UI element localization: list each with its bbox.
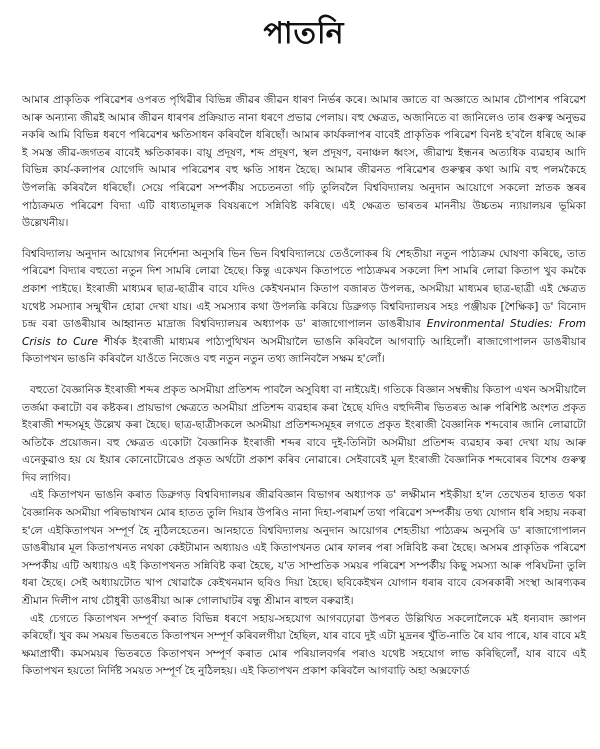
book-title-italic: Environmental Studies: From Crisis to Cure (22, 318, 586, 348)
paragraph-2-text-after: শীৰ্ষক ইংৰাজী মাধ্যমৰ পাঠ্যপুথিখন অসমীয়ালৈ ভাঙনি কৰিবলৈ আগবাঢ়ি আহিলোঁ। ৰাজাগোপালন ডাঙৰীয়াৰ কিতাপখন ভাঙনি কৰিবলৈ যাওঁতে নিজেও বহু নতুন নতুন তথ্য জানিবলৈ সক্ষম হ'লোঁ। (22, 335, 586, 366)
paragraph-2 (22, 246, 586, 369)
paragraph-3: বহুতো বৈজ্ঞানিক ইংৰাজী শব্দৰ প্ৰকৃত অসমীয়া প্ৰতিশব্দ পাবলৈ অসুবিধা বা নাইয়েই। গতিকে বিজ্ঞান সম্বন্ধীয় কিতাপ এখন অসমীয়ালৈ তৰ্জমা কৰাটো বৰ কষ্টকৰ। প্ৰায়ভাগ ক্ষেত্ৰতে অসমীয়া প্ৰতিশব্দ ব্যৱহাৰ কৰা হৈছে যদিও বহুদিনীৰ ভিতৰত আৰু পৰিশিষ্ট অংশত প্ৰকৃত ইংৰাজী শব্দসমূহ উল্লেখ কৰা হৈছে। ছাত্ৰ-ছাত্ৰীসকলে অসমীয়া প্ৰতিশব্দসমূহৰ লগতে প্ৰকৃত ইংৰাজী বৈজ্ঞানিক শব্দবোৰ জানি লোৱাটো অতিকৈ প্ৰয়োজন। বহু ক্ষেত্ৰত একোটা বৈজ্ঞানিক ইংৰাজী শব্দৰ বাবে দুই-তিনিটা অসমীয়া প্ৰতিশব্দ ব্যৱহাৰ কৰা দেখা যায় আৰু এনেকুৱাও হয় যে ইয়াৰ কোনোটোৱেও প্ৰকৃত অৰ্থটো প্ৰকাশ কৰিব নোৱাৰে। সেইবাবেই মূল ইংৰাজী বৈজ্ঞানিক শব্দবোৰৰ বিশেষ গুৰুত্ব দিব লাগিব। (22, 383, 586, 484)
paragraph-1: আমাৰ প্ৰাকৃতিক পৰিৱেশৰ ওপৰত পৃথিৱীৰ বিভিন্ন জীৱৰ জীৱন ধাৰণ নিৰ্ভৰ কৰে। আমাৰ জ্ঞাতে বা অজ্ঞাতে আমাৰ চৌপাশৰ পৰিৱেশ আৰু অন্যান্য জীৱই আমাৰ জীৱন ধাৰণৰ প্ৰক্ৰিয়াত নানা ধৰণে প্ৰভাৱ পেলায়। বহু ক্ষেত্ৰত, অজানিতে বা জানিলেও তাৰ গুৰুত্ব অনুভৱ নকৰি আমি বিভিন্ন ধৰণে পৰিৱেশৰ ক্ষতিসাধন কৰিবলৈ ধৰিছোঁ। আমাৰ কাৰ্যকলাপৰ বাবেই প্ৰাকৃতিক পৰিৱেশ বিনষ্ট হ'বলৈ ধৰিছে আৰু ই সমস্ত জীৱ-জগতৰ বাবেই ক্ষতিকাৰক। বায়ু প্ৰদূষণ, শব্দ প্ৰদূষণ, স্থল প্ৰদূষণ, বনাঞ্চল ধ্বংস, জীৱাশ্ম ইন্ধনৰ অত্যধিক ব্যৱহাৰ আদি বিভিন্ন কাৰ্য-কলাপৰ যোগেদি আমাৰ পৰিৱেশৰ বহু ক্ষতি সাধন হৈছে। আমাৰ জীৱনত পৰিৱেশৰ গুৰুত্বৰ কথা আমি বহু পলমকৈহে উপলব্ধি কৰিবলৈ ধৰিছোঁ। সেয়ে পৰিৱেশ সম্পৰ্কীয় সচেতনতা গঢ়ি তুলিবলৈ বিশ্ববিদ্যালয় অনুদান আয়োগে সকলো স্নাতক স্তৰৰ পাঠ্যক্ৰমত পৰিৱেশ বিদ্যা এটি বাধ্যতামূলক বিষয়ৰূপে সন্নিবিষ্ট কৰিছে। এই ক্ষেত্ৰত ভাৰতৰ মাননীয় উচ্চতম ন্যায়ালয়ৰ ভূমিকা উল্লেখনীয়। (22, 94, 586, 230)
body-text (22, 92, 586, 681)
paragraph-2-text-before: বিশ্ববিদ্যালয় অনুদান আয়োগৰ নিৰ্দেশনা অনুসৰি ভিন ভিন বিশ্ববিদ্যালয়ে তেওঁলোকৰ যি শেহতীয়া নতুন পাঠ্যক্ৰম ঘোষণা কৰিছে, তাত পৰিৱেশ বিদ্যাৰ বহুতো নতুন দিশ সামৰি লোৱা হৈছে। কিন্তু একেখন কিতাপতে পাঠ্যক্ৰমৰ সকলো দিশ সামৰি লোৱা কিতাপ খুব কমকৈ প্ৰকাশ পাইছে। ইংৰাজী মাধ্যমৰ ছাত্ৰ-ছাত্ৰীৰ বাবে যদিও কেইখনমান কিতাপ বজাৰত উপলব্ধ, অসমীয়া মাধ্যমৰ ছাত্ৰ-ছাত্ৰী এই ক্ষেত্ৰত যথেষ্ট সমস্যাৰ সন্মুখীন হোৱা দেখা যায়। এই সমস্যাৰ কথা উপলব্ধি কৰিয়ে ডিব্ৰুগড় বিশ্ববিদ্যালয়ৰ সহঃ পঞ্জীয়ক [শৈক্ষিক] ড' বিনোদ চন্দ্ৰ বৰা ডাঙৰীয়াৰ আহ্বানত মাদ্ৰাজ বিশ্ববিদ্যালয়ৰ অধ্যাপক ড' ৰাজাগোপালন ডাঙৰীয়াৰ (22, 247, 586, 331)
paragraph-4: এই কিতাপখন ভাঙনি কৰাত ডিব্ৰুগড় বিশ্ববিদ্যালয়ৰ জীৱবিজ্ঞান বিভাগৰ অধ্যাপক ড' লক্ষীমান শইকীয়া হ'ল তেখেতৰ হাতত থকা বৈজ্ঞানিক অসমীয়া পৰিভাষাখন মোৰ হাতত তুলি দিয়াৰ উপৰিও নানা দিহা-পৰামৰ্শ তথা পৰিৱেশ সম্পৰ্কীয় তথ্য যোগান ধৰি সহায় নকৰা হ'লে এইকিতাপখন সম্পূৰ্ণ হৈ নুঠিলহেতেন। আনহাতে বিশ্ববিদ্যালয় অনুদান আয়োগৰ শেহতীয়া পাঠ্যক্ৰম অনুসৰি ড' ৰাজাগোপালন ডাঙৰীয়াৰ মূল কিতাপখনত নথকা কেইটামান অধ্যায়ও এই কিতাপখনত মোৰ ফালৰ পৰা সন্নিবিষ্ট কৰা হৈছে। অসমৰ প্ৰাকৃতিক পৰিৱেশ সম্পৰ্কীয় এটি অধ্যায়ও এই কিতাপখনত সন্নিবিষ্ট কৰা হৈছে, য'ত সাম্প্ৰতিক সময়ৰ পৰিৱেশ সম্পৰ্কীয় কিছু সমস্যা আৰু পৰিঘটনা তুলি ধৰা হৈছে। সেই অধ্যায়টোত খাপ খোৱাকৈ কেইখনমান ছবিও দিয়া হৈছে। ছবিকেইখন যোগান ধৰাৰ বাবে বেসৰকাৰী সংস্থা আৰণ্যকৰ শ্ৰীমান দিলীপ নাথ চৌধুৰী ডাঙৰীয়া আৰু গোলাঘাটৰ বন্ধু শ্ৰীমান ৰাহুল বৰুৱাই। (22, 489, 586, 608)
page-title: পাতনি (263, 16, 345, 51)
paragraph-5: এই চেগতে কিতাপখন সম্পূৰ্ণ কৰাত বিভিন্ন ধৰণে সহায়-সহযোগ আগবঢ়োৱা উপৰত উল্লিখিত সকলোলৈকে মই ধন্যবাদ জ্ঞাপন কৰিছোঁ। খুব কম সময়ৰ ভিতৰতে কিতাপখন সম্পূৰ্ণ কৰিবলগীয়া হৈছিল, যাৰ বাবে দুই এটা মুদ্ৰনৰ খুঁতি-নাতি ৰৈ যাব পাৰে, যাৰ বাবে মই ক্ষমাপ্ৰাৰ্থী। কমসময়ৰ ভিতৰতে কিতাপখন সম্পূৰ্ণ কৰাত মোৰ পৰিয়ালবৰ্গৰ পৰাও যথেষ্ট সহযোগ লাভ কৰিছিলোঁ, যাৰ বাবে এই কিতাপখন হয়তো নিৰ্দিষ্ট সময়ত সম্পূৰ্ণ হৈ নুঠিলহয়। এই কিতাপখন প্ৰকাশ কৰিবলৈ আগবাঢ়ি অহা অক্সফোৰ্ড (22, 612, 586, 678)
